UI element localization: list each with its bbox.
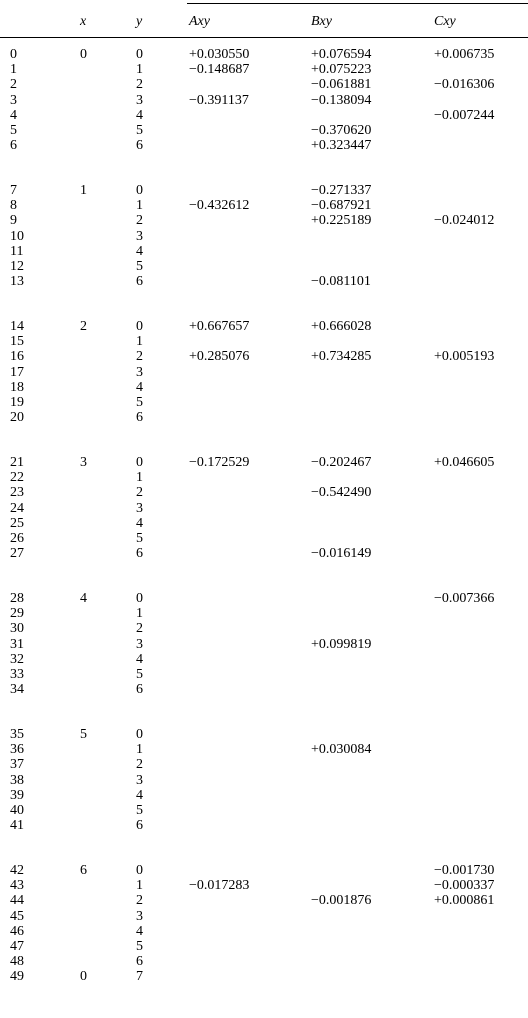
cxy-cell: −0.024012	[434, 213, 495, 229]
y-cell: 0	[136, 591, 143, 606]
bxy-cell: −0.202467	[311, 455, 372, 470]
y-cell: 5	[136, 939, 143, 954]
row-index-cell: 20	[10, 410, 24, 426]
y-cell: 3	[136, 228, 143, 244]
y-cell: 2	[136, 893, 143, 909]
y-cell: 3	[136, 772, 143, 788]
header-cxy: Cxy	[434, 14, 456, 29]
row-index-cell: 1	[10, 62, 17, 78]
y-cell: 3	[136, 908, 143, 924]
y-cell: 0	[136, 455, 143, 470]
y-cell: 6	[136, 138, 143, 154]
bxy-cell: −0.542490	[311, 485, 372, 501]
row-index-cell: 49	[10, 969, 24, 985]
bxy-cell: −0.001876	[311, 893, 372, 909]
y-cell: 3	[136, 364, 143, 380]
y-cell: 1	[136, 742, 143, 758]
row-index-cell: 16	[10, 349, 24, 365]
row-index-cell: 35	[10, 727, 24, 742]
y-cell: 4	[136, 515, 143, 531]
y-cell: 3	[136, 92, 143, 108]
y-cell: 1	[136, 198, 143, 214]
x-cell: 1	[80, 183, 87, 198]
y-cell: 5	[136, 803, 143, 818]
y-cell: 6	[136, 954, 143, 970]
row-index-cell: 42	[10, 863, 24, 878]
row-index-cell: 12	[10, 259, 24, 274]
bxy-cell: +0.323447	[311, 138, 372, 154]
y-cell: 3	[136, 500, 143, 516]
y-cell: 1	[136, 606, 143, 622]
bxy-cell: −0.687921	[311, 198, 372, 214]
y-cell: 2	[136, 485, 143, 501]
row-index-cell: 36	[10, 742, 24, 758]
cxy-cell: −0.007366	[434, 591, 495, 606]
x-cell: 2	[80, 319, 87, 334]
header-x: x	[80, 14, 87, 29]
row-index-cell: 40	[10, 803, 24, 818]
y-cell: 5	[136, 395, 143, 410]
header-axy: Axy	[189, 14, 210, 29]
row-index-cell: 25	[10, 515, 24, 531]
row-index-cell: 18	[10, 379, 24, 395]
y-cell: 4	[136, 787, 143, 803]
y-cell: 3	[136, 636, 143, 652]
row-index-cell: 9	[10, 213, 17, 229]
y-cell: 6	[136, 818, 143, 834]
row-index-cell: 23	[10, 485, 24, 501]
bxy-cell: +0.076594	[311, 47, 372, 62]
y-cell: 2	[136, 213, 143, 229]
bxy-cell: +0.075223	[311, 62, 372, 78]
row-index-cell: 46	[10, 923, 24, 939]
row-index-cell: 24	[10, 500, 24, 516]
bxy-cell: −0.081101	[311, 274, 371, 290]
header-y: y	[136, 14, 143, 29]
axy-cell: −0.172529	[189, 455, 250, 470]
bxy-cell: −0.061881	[311, 77, 372, 93]
row-index-cell: 26	[10, 531, 24, 546]
cxy-cell: +0.046605	[434, 455, 495, 470]
header-top-rule	[187, 3, 528, 4]
row-index-cell: 34	[10, 682, 24, 698]
cxy-cell: +0.000861	[434, 893, 495, 909]
y-cell: 5	[136, 531, 143, 546]
y-cell: 5	[136, 259, 143, 274]
y-cell: 4	[136, 379, 143, 395]
row-index-cell: 14	[10, 319, 24, 334]
y-cell: 4	[136, 651, 143, 667]
y-cell: 5	[136, 123, 143, 138]
x-cell: 0	[80, 969, 87, 985]
y-cell: 1	[136, 62, 143, 78]
header-bottom-rule	[0, 37, 528, 38]
bxy-cell: +0.099819	[311, 636, 372, 652]
row-index-cell: 22	[10, 470, 24, 486]
axy-cell: +0.030550	[189, 47, 250, 62]
y-cell: 7	[136, 969, 143, 985]
y-cell: 1	[136, 878, 143, 894]
axy-cell: −0.391137	[189, 92, 249, 108]
row-index-cell: 44	[10, 893, 24, 909]
y-cell: 6	[136, 546, 143, 562]
y-cell: 2	[136, 349, 143, 365]
row-index-cell: 10	[10, 228, 24, 244]
y-cell: 0	[136, 183, 143, 198]
y-cell: 4	[136, 923, 143, 939]
row-index-cell: 15	[10, 334, 24, 350]
row-index-cell: 8	[10, 198, 17, 214]
bxy-cell: −0.370620	[311, 123, 372, 138]
row-index-cell: 28	[10, 591, 24, 606]
row-index-cell: 29	[10, 606, 24, 622]
row-index-cell: 37	[10, 757, 24, 773]
bxy-cell: +0.734285	[311, 349, 372, 365]
y-cell: 0	[136, 727, 143, 742]
y-cell: 6	[136, 274, 143, 290]
row-index-cell: 31	[10, 636, 24, 652]
axy-cell: +0.285076	[189, 349, 250, 365]
y-cell: 6	[136, 410, 143, 426]
row-index-cell: 30	[10, 621, 24, 637]
bxy-cell: −0.138094	[311, 92, 372, 108]
row-index-cell: 4	[10, 107, 17, 123]
row-index-cell: 41	[10, 818, 24, 834]
x-cell: 4	[80, 591, 87, 606]
row-index-cell: 48	[10, 954, 24, 970]
row-index-cell: 19	[10, 395, 24, 410]
y-cell: 2	[136, 757, 143, 773]
x-cell: 3	[80, 455, 87, 470]
row-index-cell: 5	[10, 123, 17, 138]
row-index-cell: 17	[10, 364, 24, 380]
cxy-cell: +0.006735	[434, 47, 495, 62]
x-cell: 5	[80, 727, 87, 742]
axy-cell: −0.148687	[189, 62, 250, 78]
cxy-cell: +0.005193	[434, 349, 495, 365]
cxy-cell: −0.001730	[434, 863, 495, 878]
bxy-cell: +0.030084	[311, 742, 372, 758]
y-cell: 1	[136, 334, 143, 350]
header-bxy: Bxy	[311, 14, 332, 29]
axy-cell: −0.017283	[189, 878, 250, 894]
row-index-cell: 47	[10, 939, 24, 954]
row-index-cell: 33	[10, 667, 24, 682]
row-index-cell: 32	[10, 651, 24, 667]
bxy-cell: +0.666028	[311, 319, 372, 334]
bxy-cell: +0.225189	[311, 213, 372, 229]
y-cell: 2	[136, 77, 143, 93]
row-index-cell: 45	[10, 908, 24, 924]
row-index-cell: 43	[10, 878, 24, 894]
y-cell: 2	[136, 621, 143, 637]
cxy-cell: −0.016306	[434, 77, 495, 93]
bxy-cell: −0.271337	[311, 183, 372, 198]
axy-cell: −0.432612	[189, 198, 250, 214]
cxy-cell: −0.000337	[434, 878, 495, 894]
axy-cell: +0.667657	[189, 319, 250, 334]
y-cell: 5	[136, 667, 143, 682]
y-cell: 0	[136, 319, 143, 334]
row-index-cell: 27	[10, 546, 24, 562]
cxy-cell: −0.007244	[434, 107, 495, 123]
bxy-cell: −0.016149	[311, 546, 372, 562]
row-index-cell: 11	[10, 243, 24, 259]
row-index-cell: 3	[10, 92, 17, 108]
y-cell: 1	[136, 470, 143, 486]
row-index-cell: 2	[10, 77, 17, 93]
y-cell: 0	[136, 47, 143, 62]
y-cell: 6	[136, 682, 143, 698]
row-index-cell: 13	[10, 274, 24, 290]
x-cell: 6	[80, 863, 87, 878]
y-cell: 4	[136, 243, 143, 259]
row-index-cell: 0	[10, 47, 17, 62]
y-cell: 0	[136, 863, 143, 878]
row-index-cell: 21	[10, 455, 24, 470]
row-index-cell: 39	[10, 787, 24, 803]
x-cell: 0	[80, 47, 87, 62]
y-cell: 4	[136, 107, 143, 123]
row-index-cell: 38	[10, 772, 24, 788]
row-index-cell: 6	[10, 138, 17, 154]
row-index-cell: 7	[10, 183, 17, 198]
